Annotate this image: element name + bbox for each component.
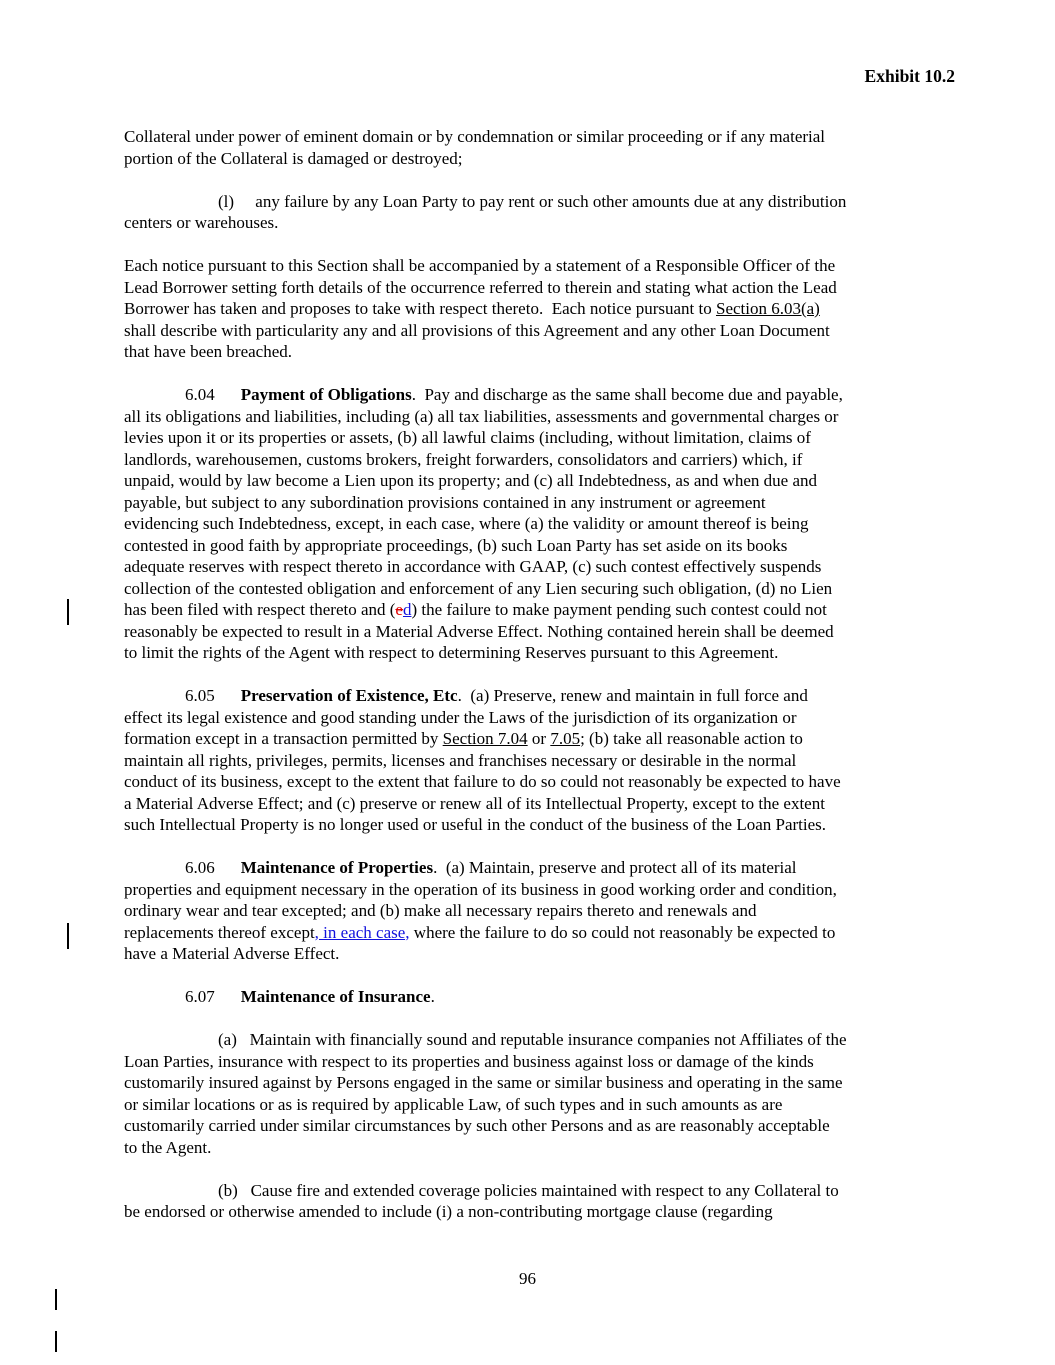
text-line [124,771,936,793]
text-segment: that have been breached. [124,342,293,361]
paragraph [124,1180,936,1223]
paragraph [124,685,936,836]
text-line [124,1115,936,1137]
inserted-text: , in each case, [314,922,410,942]
text-line [124,298,936,320]
text-line [124,1180,936,1202]
deleted-text: e [395,600,403,619]
text-segment: customarily carried under similar circumstances by such other Persons and as are reasonably acceptable [124,1116,830,1135]
text-line [124,685,936,707]
text-segment: (a) Maintain with financially sound and reputable insurance companies not Affiliates of the [218,1030,847,1049]
text-segment: Borrower has taken and proposes to take with respect thereto. Each notice pursuant to [124,299,716,318]
paragraph [124,255,936,363]
text-line [124,814,936,836]
text-line [124,384,936,406]
text-segment: collection of the contested obligation and enforcement of any Lien securing such obligation, (d) no Lien [124,578,833,598]
text-line [124,1094,936,1116]
text-segment: evidencing such Indebtedness, except, in each case, where (a) the validity or amount thereof is being [124,514,809,533]
exhibit-label: Exhibit 10.2 [864,66,955,86]
text-segment: a Material Adverse Effect; and (c) preserve or renew all of its Intellectual Property, except to the extent [124,793,825,813]
text-line [124,1051,936,1073]
text-segment: conduct of its business, except to the extent that failure to do so could not reasonably be expected to have [124,772,841,791]
text-line [124,1137,936,1159]
paragraph [124,857,936,965]
text-segment: unpaid, would by law become a Lien upon its property; and (c) all Indebtedness, as and when due and [124,471,818,490]
text-line [124,535,936,557]
text-segment: Each notice pursuant to this Section shall be accompanied by a statement of a Responsible Officer of the [124,256,836,275]
text-line [124,341,936,363]
text-line [124,879,936,901]
text-segment: 6.05 [185,686,215,705]
text-segment: Loan Parties, insurance with respect to its properties and business against loss or damage of the kinds [124,1051,814,1071]
text-segment: or similar locations or as is required by applicable Law, of such types and in such amounts as are [124,1094,783,1114]
section-reference: 7.05 [550,729,581,748]
text-segment: customarily insured against by Persons engaged in the same or similar business and operating in the same [124,1073,843,1092]
text-line [124,599,936,621]
text-segment: payable, but subject to any subordination provisions contained in any instrument or agreement [124,492,766,512]
text-segment: (l) any failure by any Loan Party to pay rent or such other amounts due at any distribution [218,191,847,211]
change-bar [67,923,69,949]
text-segment: replacements thereof except [124,922,315,942]
text-segment: ; (b) take all reasonable action to [580,729,803,748]
text-line [124,857,936,879]
text-segment: such Intellectual Property is no longer used or useful in the conduct of the business of the Loan Parties. [124,815,827,834]
text-segment: Preservation of Existence, Etc [240,686,458,705]
inserted-text: d [402,600,412,619]
text-segment: levies upon it or its properties or assets, (b) all lawful claims (including, without limitation, claims of [124,428,811,447]
text-line [124,513,936,535]
text-segment: be endorsed or otherwise amended to include (i) a non-contributing mortgage clause (regarding [124,1202,773,1221]
change-bar [55,1331,57,1352]
text-line [124,1029,936,1051]
text-segment: Payment of Obligations [240,385,412,404]
text-line [124,750,936,772]
text-segment: (b) Cause fire and extended coverage policies maintained with respect to any Collateral to [218,1180,839,1200]
text-line [124,191,936,213]
text-segment: have a Material Adverse Effect. [124,944,340,963]
text-segment: ordinary wear and tear excepted; and (b) make all necessary repairs thereto and renewals and [124,901,757,920]
text-segment: to limit the rights of the Agent with respect to determining Reserves pursuant to this Agreement. [124,643,779,662]
paragraph [124,191,936,234]
text-line [124,556,936,578]
text-line [124,1072,936,1094]
text-line [124,707,936,729]
text-line [124,277,936,299]
text-segment: or [527,729,551,748]
text-line [124,126,936,148]
text-segment: formation except in a transaction permitted by [124,729,443,748]
text-segment: properties and equipment necessary in the operation of its business in good working order and condition, [124,879,837,899]
document-content [124,126,936,1223]
text-segment: adequate reserves with respect thereto in accordance with GAAP, (c) such contest effectively suspends [124,557,822,576]
text-line [124,642,936,664]
text-segment: . [430,987,435,1006]
text-line [124,492,936,514]
text-line [124,470,936,492]
text-segment: to the Agent. [124,1137,212,1157]
text-line [124,793,936,815]
change-bar [55,1289,57,1310]
text-segment: reasonably be expected to result in a Material Adverse Effect. Nothing contained herein shall be deemed [124,621,834,641]
paragraph [124,986,936,1008]
page-number: 96 [519,1269,536,1288]
text-line [124,943,936,965]
change-bar [67,599,69,625]
text-line [124,986,936,1008]
text-line [124,900,936,922]
text-segment: Collateral under power of eminent domain or by condemnation or similar proceeding or if any material [124,127,826,146]
text-line [124,922,936,944]
text-line [124,212,936,234]
text-segment: maintain all rights, privileges, permits, licenses and franchises necessary or desirable in the normal [124,750,797,770]
text-line [124,427,936,449]
text-segment: landlords, warehousemen, customs brokers, freight forwarders, consolidators and carriers) which, if [124,449,803,469]
text-segment: has been filed with respect thereto and ( [124,600,396,619]
text-line [124,578,936,600]
text-line [124,621,936,643]
text-segment: 6.04 [185,385,215,404]
text-segment: Maintenance of Properties [240,858,434,877]
text-line [124,728,936,750]
text-segment: . (a) Maintain, preserve and protect all of its material [433,858,797,877]
text-segment: ) the failure to make payment pending such contest could not [411,600,827,619]
text-segment: 6.06 [185,858,215,877]
text-line [124,1201,936,1223]
text-line [124,449,936,471]
section-reference: Section 7.04 [442,729,528,748]
text-segment: where the failure to do so could not reasonably be expected to [409,922,836,942]
paragraph [124,1029,936,1158]
text-line [124,320,936,342]
text-line [124,148,936,170]
text-segment: all its obligations and liabilities, including (a) all tax liabilities, assessments and governmental charges or [124,406,839,426]
text-segment: . Pay and discharge as the same shall become due and payable, [411,385,843,404]
text-segment: Maintenance of Insurance [240,987,431,1006]
text-segment: portion of the Collateral is damaged or destroyed; [124,148,463,168]
paragraph [124,126,936,169]
section-reference: Section 6.03(a) [715,299,820,318]
text-line [124,255,936,277]
text-segment: contested in good faith by appropriate proceedings, (b) such Loan Party has set aside on its books [124,535,788,555]
text-segment: centers or warehouses. [124,213,279,232]
text-line [124,406,936,428]
text-segment: 6.07 [185,987,215,1006]
text-segment: effect its legal existence and good standing under the Laws of the jurisdiction of its organization or [124,707,797,727]
paragraph [124,384,936,664]
text-segment: . (a) Preserve, renew and maintain in full force and [457,686,808,705]
text-segment: shall describe with particularity any and all provisions of this Agreement and any other Loan Document [124,320,830,340]
text-segment: Lead Borrower setting forth details of the occurrence referred to therein and stating what action the Lead [124,277,837,297]
